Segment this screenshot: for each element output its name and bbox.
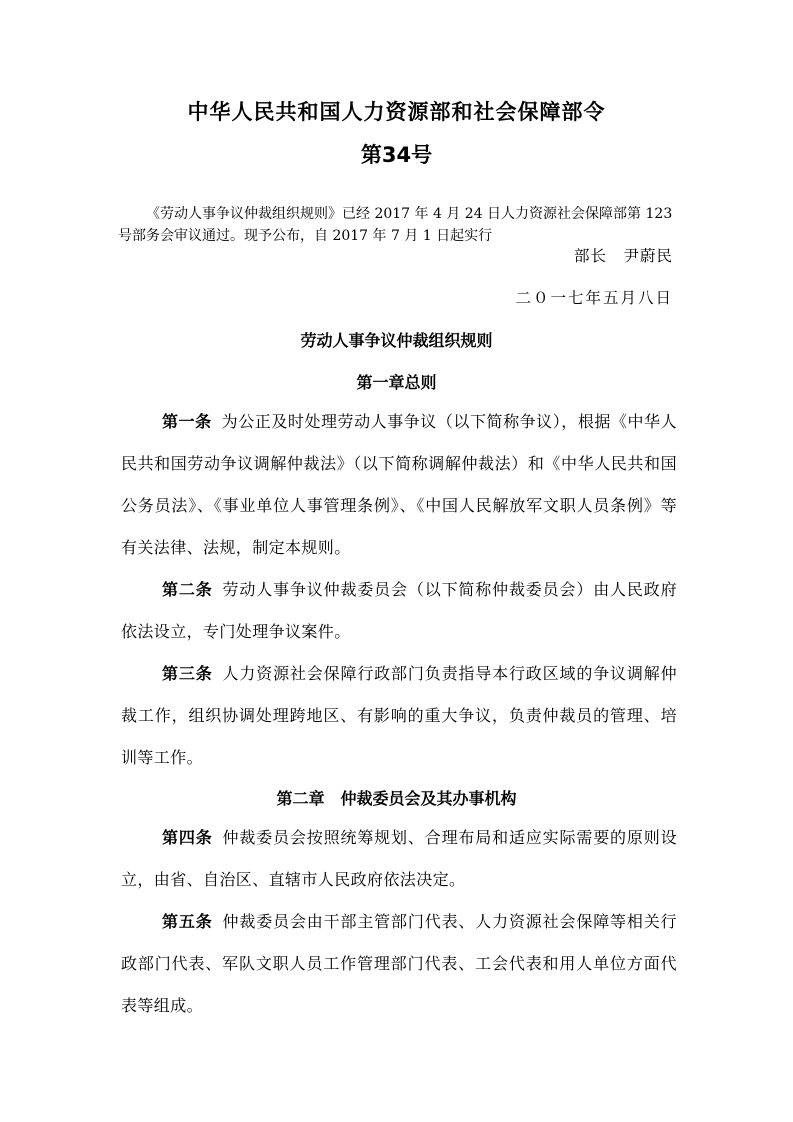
issue-date: 二０一七年五月八日 <box>515 289 673 307</box>
minister-signature: 部长 尹蔚民 <box>573 247 673 265</box>
article-paragraph <box>121 653 677 779</box>
article-text: 仲裁委员会按照统筹规划、合理布局和适应实际需要的原则设立，由省、自治区、直辖市人民政府依法决定。 <box>121 828 677 889</box>
article-paragraph <box>121 817 677 901</box>
article-label: 第四条 <box>162 828 213 847</box>
chapter-heading: 第一章总则 <box>356 373 437 392</box>
decree-number: 第34号 <box>360 143 433 167</box>
promulgation-notice: 《劳动人事争议仲裁组织规则》已经 2017 年 4 月 24 日人力资源社会保障部第 123 号部务会审议通过。现予公布，自 2017 年 7 月 1 日起实行 <box>118 206 673 244</box>
article-text: 仲裁委员会由干部主管部门代表、人力资源社会保障等相关行政部门代表、军队文职人员工作管理部门代表、工会代表和用人单位方面代表等组成。 <box>121 912 677 1015</box>
rule-title: 劳动人事争议仲裁组织规则 <box>300 331 493 350</box>
article-label: 第五条 <box>162 912 213 931</box>
article-label: 第二条 <box>162 580 213 599</box>
article-label: 第一条 <box>162 412 212 431</box>
chapter-heading: 第二章 仲裁委员会及其办事机构 <box>276 789 517 808</box>
document-title: 中华人民共和国人力资源部和社会保障部令 <box>187 100 606 124</box>
article-text: 人力资源社会保障行政部门负责指导本行政区域的争议调解仲裁工作，组织协调处理跨地区、有影响的重大争议，负责仲裁员的管理、培训等工作。 <box>121 664 677 767</box>
article-paragraph <box>121 569 677 653</box>
article-paragraph <box>121 401 677 569</box>
article-text: 劳动人事争议仲裁委员会（以下简称仲裁委员会）由人民政府依法设立，专门处理争议案件。 <box>121 580 677 641</box>
article-text: 为公正及时处理劳动人事争议（以下简称争议），根据《中华人民共和国劳动争议调解仲裁法》（以下简称调解仲裁法）和《中华人民共和国公务员法》、《事业单位人事管理条例》、《中国人民解放军文职人员条例》等有关法律、法规，制定本规则。 <box>121 412 678 557</box>
article-paragraph <box>121 901 677 1027</box>
article-label: 第三条 <box>162 664 213 683</box>
